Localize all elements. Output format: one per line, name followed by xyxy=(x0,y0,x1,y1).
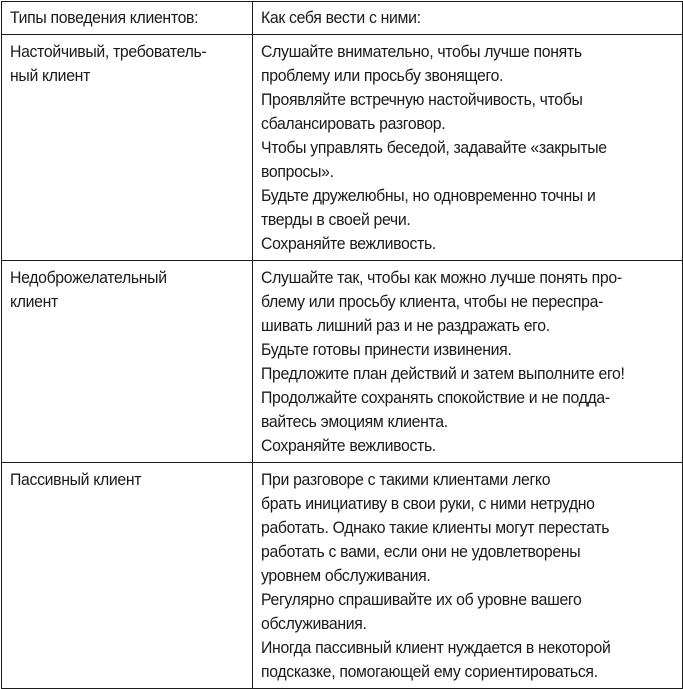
customer-behavior-table xyxy=(1,1,683,689)
table-header-row xyxy=(2,2,683,35)
header-cell-customer-types xyxy=(2,2,253,35)
advice-text-line: вайтесь эмоциям клиента. xyxy=(261,412,448,431)
advice-text-line: Будьте готовы принести извинения. xyxy=(261,340,512,359)
advice-text-line: Иногда пассивный клиент нуждается в некоторой xyxy=(261,638,611,657)
advice-text-line: тверды в своей речи. xyxy=(261,210,411,229)
type-cell xyxy=(2,463,253,689)
type-text-line: клиент xyxy=(10,292,58,311)
advice-text-line: шивать лишний раз и не раздражать его. xyxy=(261,316,550,335)
advice-text-line: работать. Однако такие клиенты могут перестать xyxy=(261,518,610,537)
advice-text-line: Будьте дружелюбны, но одновременно точны и xyxy=(261,186,596,205)
advice-cell xyxy=(253,463,683,689)
advice-text-line: Предложите план действий и затем выполните его! xyxy=(261,364,625,383)
advice-cell xyxy=(253,261,683,463)
type-cell xyxy=(2,261,253,463)
table-row-insistent-client xyxy=(2,35,683,261)
advice-text-line: подсказке, помогающей ему сориентироваться. xyxy=(261,662,598,681)
advice-text-line: брать инициативу в свои руки, с ними нетрудно xyxy=(261,494,595,513)
advice-text-line: Чтобы управлять беседой, задавайте «закрытые xyxy=(261,138,607,157)
type-text-line: ный клиент xyxy=(10,66,90,85)
header-how-to-behave: Как себя вести с ними: xyxy=(261,8,421,27)
advice-text-line: Сохраняйте вежливость. xyxy=(261,436,436,455)
advice-text-line: Регулярно спрашивайте их об уровне вашего xyxy=(261,590,582,609)
advice-text-line: Продолжайте сохранять спокойствие и не подда- xyxy=(261,388,610,407)
advice-text-line: вопросы». xyxy=(261,162,334,181)
advice-text-line: сбалансировать разговор. xyxy=(261,114,446,133)
type-text-line: Настойчивый, требователь- xyxy=(10,42,207,61)
advice-text-line: уровнем обслуживания. xyxy=(261,566,431,585)
advice-text-line: Слушайте внимательно, чтобы лучше понять xyxy=(261,42,582,61)
advice-text-line: Сохраняйте вежливость. xyxy=(261,234,436,253)
advice-text-line: блему или просьбу клиента, чтобы не переспра- xyxy=(261,292,604,311)
advice-text-line: работать с вами, если они не удовлетворены xyxy=(261,542,581,561)
type-cell xyxy=(2,35,253,261)
advice-text-line: При разговоре с такими клиентами легко xyxy=(261,470,551,489)
type-text-line: Пассивный клиент xyxy=(10,470,142,489)
advice-text-line: Слушайте так, чтобы как можно лучше понять про- xyxy=(261,268,622,287)
header-customer-types: Типы поведения клиентов: xyxy=(10,8,199,27)
advice-cell xyxy=(253,35,683,261)
header-cell-how-to-behave xyxy=(253,2,683,35)
advice-text-line: Проявляйте встречную настойчивость, чтобы xyxy=(261,90,583,109)
table-row-passive-client xyxy=(2,463,683,689)
table-row-unfriendly-client xyxy=(2,261,683,463)
type-text-line: Недоброжелательный xyxy=(10,268,167,287)
advice-text-line: обслуживания. xyxy=(261,614,367,633)
advice-text-line: проблему или просьбу звонящего. xyxy=(261,66,504,85)
